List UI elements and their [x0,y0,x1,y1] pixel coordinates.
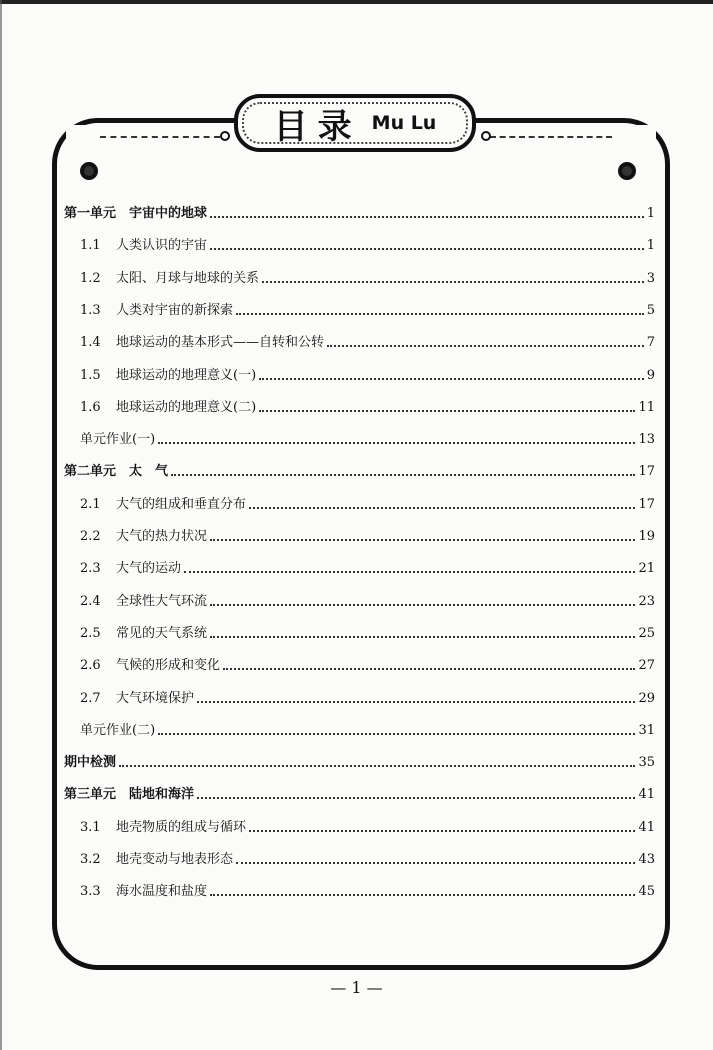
page-title-pinyin: Mu Lu [371,112,437,134]
toc-entry-title: 海水温度和盐度 [116,884,208,899]
toc-leader-dots [210,636,635,638]
toc-entry-number: 2.1 [80,497,101,512]
toc-entry-page: 9 [646,368,655,383]
toc-leader-dots [223,668,635,670]
toc-entry-page: 17 [638,464,655,479]
toc-leader-dots [210,539,635,541]
toc-entry-number: 1.3 [80,303,101,318]
toc-entry-number: 2.7 [80,691,101,706]
toc-entry-number: 1.6 [80,400,101,415]
toc-leader-dots [197,701,635,703]
toc-entry-page: 1 [646,206,655,221]
toc-entry [80,592,655,612]
toc-entry-title: 地球运动的基本形式——自转和公转 [116,335,325,350]
toc-entry-number: 3.1 [80,820,101,835]
toc-entry [64,753,655,773]
toc-entry-title: 人类认识的宇宙 [116,238,208,253]
toc-leader-dots [171,474,635,476]
decor-ring-left [80,162,98,180]
toc-entry [80,656,655,676]
toc-entry-page: 3 [646,271,655,286]
toc-entry [80,721,655,741]
toc-entry-number: 3.3 [80,884,101,899]
toc-entry-page: 31 [638,723,655,738]
toc-entry [80,366,655,386]
toc-entry-title: 太阳、月球与地球的关系 [116,271,260,286]
toc-entry-title: 地壳变动与地表形态 [116,852,234,867]
toc-entry-title: 地壳物质的组成与循环 [116,820,247,835]
toc-entry-title: 常见的天气系统 [116,626,208,641]
toc-entry-page: 5 [646,303,655,318]
toc-leader-dots [158,733,635,735]
toc-leader-dots [184,571,635,573]
toc-entry [64,204,655,224]
frame-gap-right [476,125,656,165]
toc-leader-dots [210,216,644,218]
toc-entry-page: 17 [638,497,655,512]
decor-knob-right [481,131,491,141]
toc-entry-page: 23 [638,594,655,609]
toc-entry [80,236,655,256]
toc-entry-number: 1.2 [80,271,101,286]
toc-entry-page: 41 [638,787,655,802]
page-number: — 1 — [330,978,383,997]
toc-entry-page: 11 [638,400,655,415]
toc-entry-title: 第一单元 宇宙中的地球 [64,206,208,221]
toc-entry-title: 单元作业(二) [80,723,156,738]
toc-entry-title: 大气的组成和垂直分布 [116,497,247,512]
toc-leader-dots [210,604,635,606]
toc-leader-dots [249,830,635,832]
toc-entry-number: 2.3 [80,561,101,576]
toc-entry [80,818,655,838]
toc-entry [80,301,655,321]
toc-entry-title: 大气的热力状况 [116,529,208,544]
toc-entry-title: 全球性大气环流 [116,594,208,609]
toc-entry-number: 1.1 [80,238,101,253]
toc-entry-title: 地球运动的地理意义(二) [116,400,257,415]
title-banner [234,94,476,152]
toc-leader-dots [210,894,635,896]
decor-knob-left [220,131,230,141]
toc-leader-dots [236,862,635,864]
toc-entry-page: 13 [638,432,655,447]
toc-entry-page: 35 [638,755,655,770]
toc-entry [80,495,655,515]
toc-entry [80,559,655,579]
toc-entry [80,624,655,644]
toc-entry-page: 7 [646,335,655,350]
toc-entry [80,882,655,902]
toc-entry-number: 2.5 [80,626,101,641]
toc-entry-number: 2.4 [80,594,101,609]
toc-leader-dots [259,410,635,412]
toc-entry [80,269,655,289]
toc-entry-page: 1 [646,238,655,253]
toc-leader-dots [259,378,644,380]
frame-gap-left [66,125,236,165]
left-edge-line [0,0,2,1050]
page-title: 目录 [273,106,362,147]
toc-entry-page: 41 [638,820,655,835]
toc-entry [80,689,655,709]
toc-entry [80,430,655,450]
toc-entry-page: 29 [638,691,655,706]
toc-entry-page: 25 [638,626,655,641]
toc-entry-page: 27 [638,658,655,673]
toc-entry-number: 1.5 [80,368,101,383]
toc-entry-page: 21 [638,561,655,576]
toc-leader-dots [262,281,644,283]
toc-entry-number: 3.2 [80,852,101,867]
toc-entry-number: 1.4 [80,335,101,350]
toc-entry-title: 期中检测 [64,755,117,770]
toc-entry-number: 2.2 [80,529,101,544]
toc-leader-dots [119,765,635,767]
toc-entry-title: 单元作业(一) [80,432,156,447]
toc-entry-title: 大气的运动 [116,561,182,576]
decor-dashline-right [490,136,612,138]
toc-entry-page: 19 [638,529,655,544]
toc-entry [80,527,655,547]
toc-entry-number: 2.6 [80,658,101,673]
toc-entry-title: 地球运动的地理意义(一) [116,368,257,383]
toc-entry-title: 第二单元 太 气 [64,464,169,479]
decor-ring-right [618,162,636,180]
toc-entry-title: 大气环境保护 [116,691,195,706]
top-edge-line [0,0,713,4]
toc-leader-dots [249,507,635,509]
decor-dashline-left [100,136,220,138]
toc-leader-dots [158,442,635,444]
toc-entry [80,850,655,870]
toc-entry-page: 43 [638,852,655,867]
toc-entry-title: 气候的形成和变化 [116,658,221,673]
toc-entry-page: 45 [638,884,655,899]
toc-entry-title: 第三单元 陆地和海洋 [64,787,195,802]
toc-entry [80,398,655,418]
toc-leader-dots [236,313,644,315]
toc-leader-dots [327,345,644,347]
toc-entry [64,785,655,805]
toc-entry-title: 人类对宇宙的新探索 [116,303,234,318]
toc-leader-dots [197,797,635,799]
toc-leader-dots [210,248,644,250]
toc-entry [64,462,655,482]
toc-entry [80,333,655,353]
